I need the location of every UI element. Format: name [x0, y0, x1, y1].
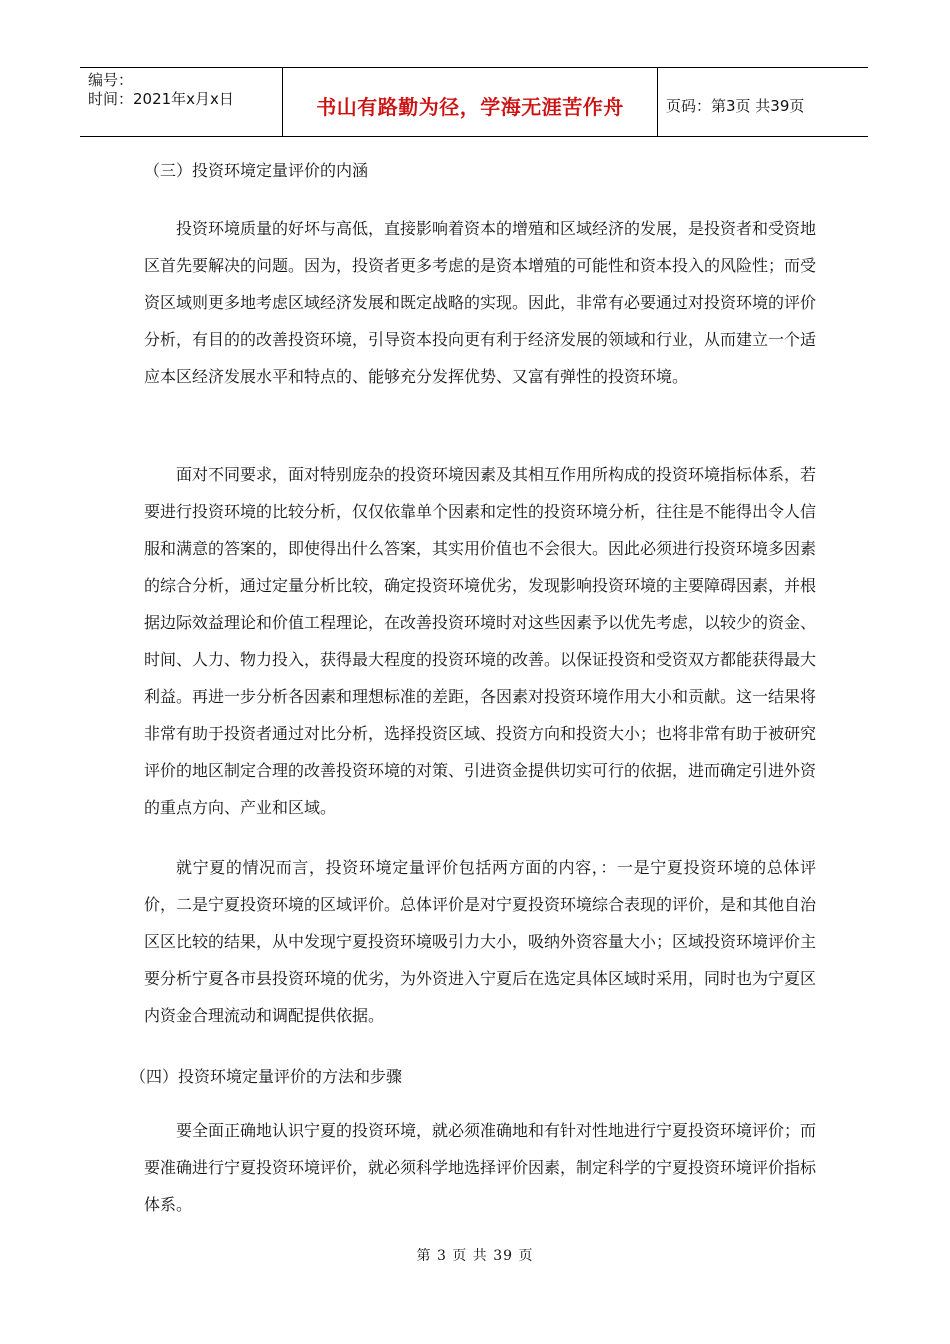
section-heading-4: （四）投资环境定量评价的方法和步骤: [130, 1067, 403, 1086]
page-footer: 第 3 页 共 39 页: [416, 1248, 534, 1264]
section-heading-3: （三）投资环境定量评价的内涵: [144, 161, 369, 180]
header-page-cell: [658, 68, 868, 136]
document-number-label: 编号：: [88, 71, 134, 89]
document-header: [80, 67, 868, 137]
paragraph-3: 就宁夏的情况而言，投资环境定量评价包括两方面的内容，：一是宁夏投资环境的总体评价，二是宁夏投资环境的区域评价。总体评价是对宁夏投资环境综合表现的评价，是和其他自治区区比较的结果，从中发现宁夏投资环境吸引力大小，吸纳外资容量大小；区域投资环境评价主要分析宁夏各市县投资环境的优劣，为外资进入宁夏后在选定具体区域时采用，同时也为宁夏区内资金合理流动和调配提供依据。: [144, 858, 817, 1025]
header-motto: 书山有路勤为径，学海无涯苦作舟: [316, 94, 624, 119]
paragraph-1: 投资环境质量的好坏与高低，直接影响着资本的增殖和区域经济的发展，是投资者和受资地区首先要解决的问题。因为，投资者更多考虑的是资本增殖的可能性和资本投入的风险性；而受资区域则更多地考虑区域经济发展和既定战略的实现。因此，非常有必要通过对投资环境的评价分析，有目的的改善投资环境，引导资本投向更有利于经济发展的领域和行业，从而建立一个适应本区经济发展水平和特点的、能够充分发挥优势、又富有弹性的投资环境。: [144, 219, 817, 386]
paragraph-4: 要全面正确地认识宁夏的投资环境，就必须准确地和有针对性地进行宁夏投资环境评价；而要准确进行宁夏投资环境评价，就必须科学地选择评价因素，制定科学的宁夏投资环境评价指标体系。: [144, 1121, 817, 1214]
header-meta-cell: [80, 68, 282, 136]
header-motto-cell: [282, 68, 658, 136]
document-date: 时间：2021年x月x日: [88, 90, 234, 108]
header-page-info: 页码：第3页 共39页: [666, 96, 805, 115]
paragraph-2: 面对不同要求，面对特别庞杂的投资环境因素及其相互作用所构成的投资环境指标体系，若要进行投资环境的比较分析，仅仅依靠单个因素和定性的投资环境分析，往往是不能得出令人信服和满意的答案的，即使得出什么答案，其实用价值也不会很大。因此必须进行投资环境多因素的综合分析，通过定量分析比较，确定投资环境优劣，发现影响投资环境的主要障碍因素，并根据边际效益理论和价值工程理论，在改善投资环境时对这些因素予以优先考虑，以较少的资金、时间、人力、物力投入，获得最大程度的投资环境的改善。以保证投资和受资双方都能获得最大利益。再进一步分析各因素和理想标准的差距，各因素对投资环境作用大小和贡献。这一结果将非常有助于投资者通过对比分析，选择投资区域、投资方向和投资大小；也将非常有助于被研究评价的地区制定合理的改善投资环境的对策、引进资金提供切实可行的依据，进而确定引进外资的重点方向、产业和区域。: [144, 465, 817, 817]
